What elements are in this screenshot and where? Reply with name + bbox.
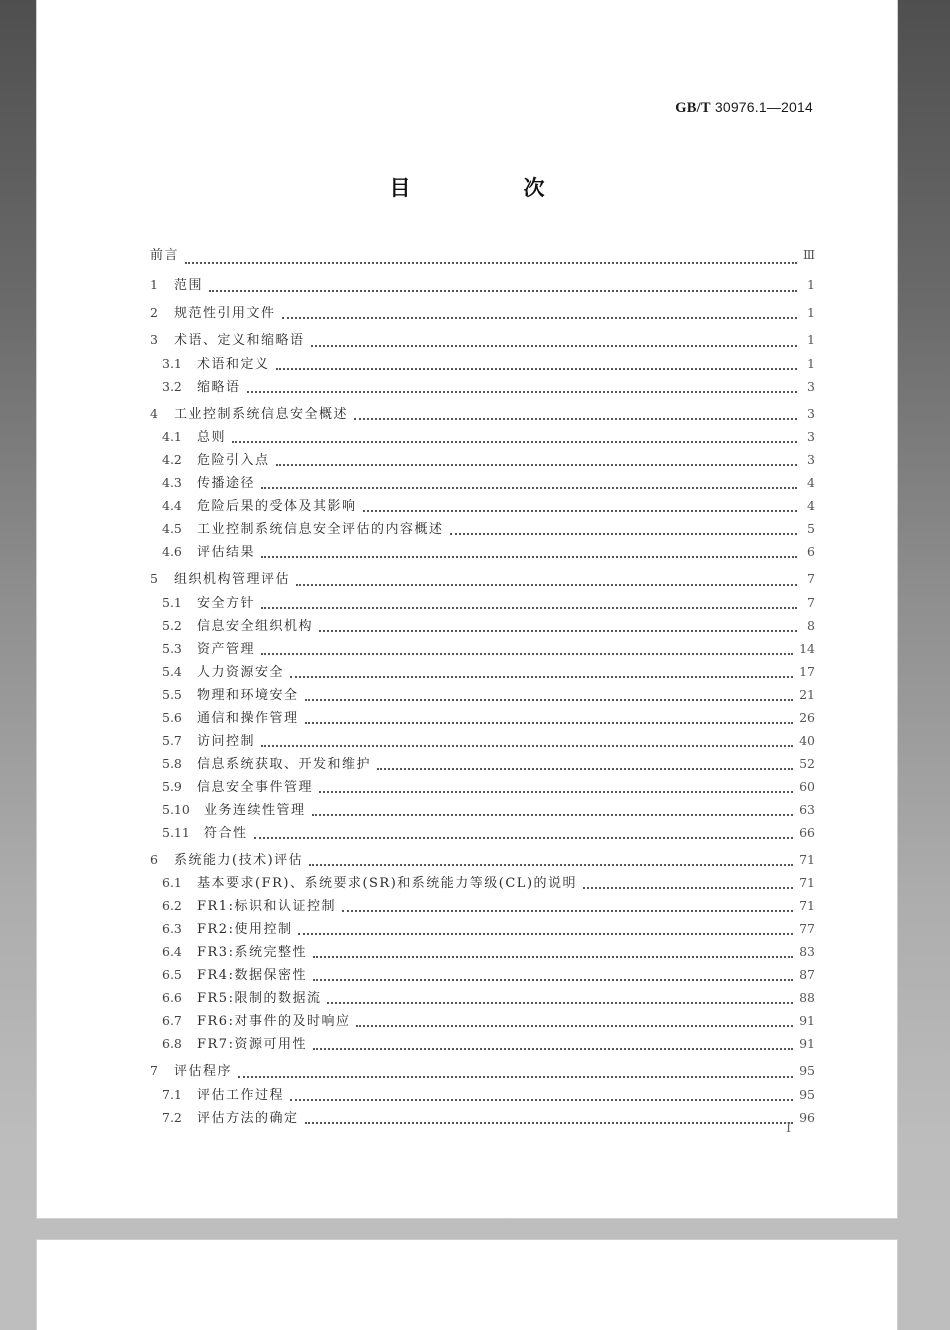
toc-entry-label: 业务连续性管理 — [204, 802, 306, 818]
toc-entry-number: 6.3 — [162, 921, 182, 936]
dot-leader — [356, 1024, 793, 1027]
toc-entry[interactable] — [150, 845, 815, 873]
toc-entry-page: 6 — [807, 544, 815, 559]
toc-entry[interactable] — [150, 495, 815, 518]
toc-entry-page: 95 — [799, 1063, 815, 1078]
dot-leader — [327, 1001, 793, 1004]
standard-number: 30976.1—2014 — [714, 99, 813, 115]
dot-leader — [313, 955, 793, 958]
toc-entry[interactable] — [150, 638, 815, 661]
toc-entry-number: 5.4 — [162, 663, 182, 679]
toc-entry[interactable] — [150, 1056, 815, 1084]
toc-entry-page: 77 — [799, 921, 815, 936]
toc-entry[interactable] — [150, 799, 815, 822]
dot-leader — [309, 863, 793, 866]
toc-entry-number: 2 — [150, 304, 158, 320]
toc-entry-number: 3 — [150, 332, 158, 347]
toc-entry-page: 7 — [807, 594, 815, 610]
toc-entry-page: 4 — [807, 498, 815, 513]
dot-leader — [261, 744, 793, 747]
toc-entry-label: 信息安全组织机构 — [197, 618, 314, 634]
toc-entry-number: 4.3 — [162, 475, 182, 490]
toc-entry[interactable] — [150, 353, 815, 376]
toc-entry-page: 91 — [799, 1036, 815, 1051]
toc-entry-label: FR4:数据保密性 — [197, 968, 307, 983]
toc-entry-label: 传播途径 — [197, 476, 256, 491]
toc-entry-page: Ⅲ — [802, 247, 815, 262]
toc-entry[interactable] — [150, 895, 815, 918]
dot-leader — [282, 316, 797, 319]
toc-entry-page: 40 — [799, 732, 815, 748]
toc-entry-page: 52 — [799, 755, 815, 771]
toc-entry-label: 基本要求(FR)、系统要求(SR)和系统能力等级(CL)的说明 — [197, 876, 578, 891]
toc-entry-page: 91 — [799, 1013, 815, 1028]
toc-entry[interactable] — [150, 472, 815, 495]
toc-entry-number: 1 — [150, 277, 158, 292]
dot-leader — [342, 909, 793, 912]
toc-entry[interactable] — [150, 298, 815, 326]
dot-leader — [290, 1098, 793, 1101]
toc-entry-number: 4 — [150, 405, 158, 421]
table-of-contents — [150, 244, 815, 1130]
dot-leader — [298, 932, 793, 935]
toc-entry-number: 7.2 — [162, 1109, 182, 1125]
toc-entry[interactable] — [150, 707, 815, 730]
toc-entry[interactable] — [150, 325, 815, 353]
toc-entry-page: 96 — [799, 1109, 815, 1125]
toc-entry-number: 6 — [150, 851, 158, 867]
dot-leader — [254, 836, 794, 839]
toc-entry-label: 缩略语 — [197, 379, 241, 395]
toc-entry[interactable] — [150, 941, 815, 964]
toc-entry[interactable] — [150, 684, 815, 707]
toc-entry-label: FR3:系统完整性 — [197, 945, 307, 960]
toc-entry-label: 术语、定义和缩略语 — [174, 333, 305, 348]
toc-entry-page: 3 — [807, 405, 815, 421]
toc-entry[interactable] — [150, 592, 815, 615]
dot-leader — [377, 767, 793, 770]
toc-entry[interactable] — [150, 872, 815, 895]
toc-entry[interactable] — [150, 661, 815, 684]
toc-entry-number: 6.5 — [162, 967, 182, 982]
toc-entry[interactable] — [150, 399, 815, 427]
toc-entry-number: 4.4 — [162, 498, 182, 513]
dot-leader — [319, 790, 793, 793]
dot-leader — [261, 555, 797, 558]
dot-leader — [276, 463, 797, 466]
dot-leader — [261, 652, 793, 655]
toc-entry-page: 87 — [799, 967, 815, 982]
toc-entry-page: 95 — [799, 1086, 815, 1102]
dot-leader — [276, 367, 797, 370]
toc-entry-number: 6.1 — [162, 875, 182, 890]
toc-entry-number: 6.2 — [162, 898, 182, 913]
toc-entry-label: 评估工作过程 — [197, 1087, 285, 1103]
toc-entry-number: 7 — [150, 1063, 158, 1078]
toc-entry-label: 访问控制 — [197, 733, 256, 749]
dot-leader — [313, 978, 793, 981]
toc-entry[interactable] — [150, 918, 815, 941]
toc-entry-page: 7 — [807, 571, 815, 586]
toc-entry-page: 71 — [799, 875, 815, 890]
dot-leader — [583, 886, 793, 889]
toc-entry-label: 组织机构管理评估 — [174, 572, 291, 587]
toc-entry-number: 5.5 — [162, 686, 182, 702]
toc-entry[interactable] — [150, 615, 815, 638]
toc-entry-label: 术语和定义 — [197, 356, 270, 372]
toc-entry-number: 4.6 — [162, 544, 182, 559]
dot-leader — [312, 813, 794, 816]
toc-entry-label: FR2:使用控制 — [197, 922, 293, 937]
dot-leader — [450, 532, 797, 535]
toc-entry-page: 1 — [807, 332, 815, 347]
toc-entry-page: 83 — [799, 944, 815, 959]
toc-entry-page: 14 — [799, 640, 815, 656]
toc-entry-page: 71 — [799, 851, 815, 867]
dot-leader — [313, 1047, 793, 1050]
dot-leader — [319, 629, 797, 632]
toc-entry-label: 评估程序 — [174, 1064, 233, 1079]
toc-entry[interactable] — [150, 753, 815, 776]
toc-entry-number: 3.1 — [162, 355, 182, 371]
document-page-1 — [37, 0, 897, 1218]
toc-entry[interactable] — [150, 822, 815, 845]
toc-entry-label: 工业控制系统信息安全概述 — [174, 406, 349, 422]
dot-leader — [305, 1121, 794, 1124]
toc-entry[interactable] — [150, 1010, 815, 1033]
toc-entry-label: FR1:标识和认证控制 — [197, 899, 336, 914]
toc-entry-number: 5.3 — [162, 640, 182, 656]
toc-entry[interactable] — [150, 376, 815, 399]
toc-entry-number: 4.1 — [162, 429, 182, 444]
toc-entry-number: 5.7 — [162, 732, 182, 748]
toc-entry-page: 26 — [799, 709, 815, 725]
toc-entry-number: 6.7 — [162, 1013, 182, 1028]
toc-entry[interactable] — [150, 564, 815, 592]
toc-entry[interactable] — [150, 541, 815, 564]
toc-entry[interactable] — [150, 730, 815, 753]
page-title: 目 次 — [389, 176, 591, 200]
toc-entry-label: 通信和操作管理 — [197, 710, 299, 726]
toc-entry-number: 5.9 — [162, 778, 182, 794]
toc-entry-label: 危险后果的受体及其影响 — [197, 499, 357, 514]
toc-entry-page: 8 — [807, 617, 815, 633]
toc-entry-label: 信息安全事件管理 — [197, 779, 314, 795]
dot-leader — [296, 583, 797, 586]
toc-entry-number: 5.2 — [162, 617, 182, 633]
toc-entry[interactable] — [150, 1084, 815, 1107]
toc-entry-page: 17 — [799, 663, 815, 679]
dot-leader — [261, 606, 797, 609]
toc-entry-label: 工业控制系统信息安全评估的内容概述 — [197, 522, 444, 537]
toc-entry-page: 5 — [807, 521, 815, 536]
toc-entry-number: 5 — [150, 571, 158, 586]
toc-entry-label: 范围 — [174, 278, 204, 293]
toc-entry-number: 7.1 — [162, 1086, 182, 1102]
toc-entry[interactable] — [150, 426, 815, 449]
toc-entry[interactable] — [150, 270, 815, 298]
dot-leader — [363, 509, 797, 512]
toc-entry-page: 1 — [807, 277, 815, 292]
dot-leader — [247, 390, 797, 393]
toc-entry-label: 前言 — [150, 248, 180, 263]
dot-leader — [261, 486, 797, 489]
toc-entry-page: 3 — [807, 378, 815, 394]
document-page-2 — [37, 1240, 897, 1330]
standard-code — [675, 99, 813, 117]
footer-page-number: I — [786, 1121, 792, 1136]
standard-prefix: GB/T — [675, 100, 711, 116]
toc-entry-page: 66 — [799, 824, 815, 840]
toc-entry-page: 60 — [799, 778, 815, 794]
toc-entry[interactable] — [150, 776, 815, 799]
toc-entry-number: 3.2 — [162, 378, 182, 394]
dot-leader — [305, 721, 794, 724]
dot-leader — [232, 440, 797, 443]
toc-entry-label: 评估方法的确定 — [197, 1110, 299, 1126]
dot-leader — [311, 344, 797, 347]
toc-entry-label: 物理和环境安全 — [197, 687, 299, 703]
dot-leader — [238, 1075, 793, 1078]
toc-entry-number: 5.1 — [162, 594, 182, 610]
toc-entry-label: FR7:资源可用性 — [197, 1037, 307, 1052]
toc-entry-number: 6.4 — [162, 944, 182, 959]
toc-entry-number: 6.8 — [162, 1036, 182, 1051]
dot-leader — [185, 261, 797, 264]
toc-entry-label: 信息系统获取、开发和维护 — [197, 756, 372, 772]
toc-entry-number: 6.6 — [162, 990, 182, 1005]
dot-leader — [305, 698, 794, 701]
toc-entry-page: 21 — [799, 686, 815, 702]
toc-entry-number: 5.8 — [162, 755, 182, 771]
toc-entry[interactable] — [150, 1107, 815, 1130]
toc-entry-label: 安全方针 — [197, 595, 256, 611]
toc-entry[interactable] — [150, 518, 815, 541]
toc-entry-label: 规范性引用文件 — [174, 305, 276, 321]
toc-entry[interactable] — [150, 449, 815, 472]
dot-leader — [209, 289, 797, 292]
toc-entry[interactable] — [150, 244, 815, 270]
toc-entry-page: 4 — [807, 475, 815, 490]
toc-entry-page: 1 — [807, 304, 815, 320]
toc-entry-number: 4.2 — [162, 452, 182, 467]
toc-entry-label: 总则 — [197, 430, 227, 445]
toc-entry-label: 危险引入点 — [197, 453, 270, 468]
toc-entry-label: 评估结果 — [197, 545, 256, 560]
toc-entry-label: 人力资源安全 — [197, 664, 285, 680]
toc-entry-label: FR6:对事件的及时响应 — [197, 1014, 351, 1029]
toc-entry-page: 88 — [799, 990, 815, 1005]
toc-entry-label: FR5:限制的数据流 — [197, 991, 322, 1006]
toc-entry-page: 3 — [807, 429, 815, 444]
dot-leader — [290, 675, 793, 678]
toc-entry-label: 系统能力(技术)评估 — [174, 852, 304, 868]
toc-entry-number: 5.10 — [162, 801, 190, 817]
toc-entry-label: 资产管理 — [197, 641, 256, 657]
toc-entry-number: 5.6 — [162, 709, 182, 725]
dot-leader — [354, 417, 797, 420]
toc-entry-page: 71 — [799, 898, 815, 913]
toc-entry[interactable] — [150, 1033, 815, 1056]
toc-entry-number: 4.5 — [162, 521, 182, 536]
toc-entry-page: 3 — [807, 452, 815, 467]
toc-entry[interactable] — [150, 964, 815, 987]
toc-entry-label: 符合性 — [204, 825, 248, 841]
toc-entry[interactable] — [150, 987, 815, 1010]
toc-entry-number: 5.11 — [162, 824, 190, 840]
toc-entry-page: 1 — [807, 355, 815, 371]
toc-entry-page: 63 — [799, 801, 815, 817]
